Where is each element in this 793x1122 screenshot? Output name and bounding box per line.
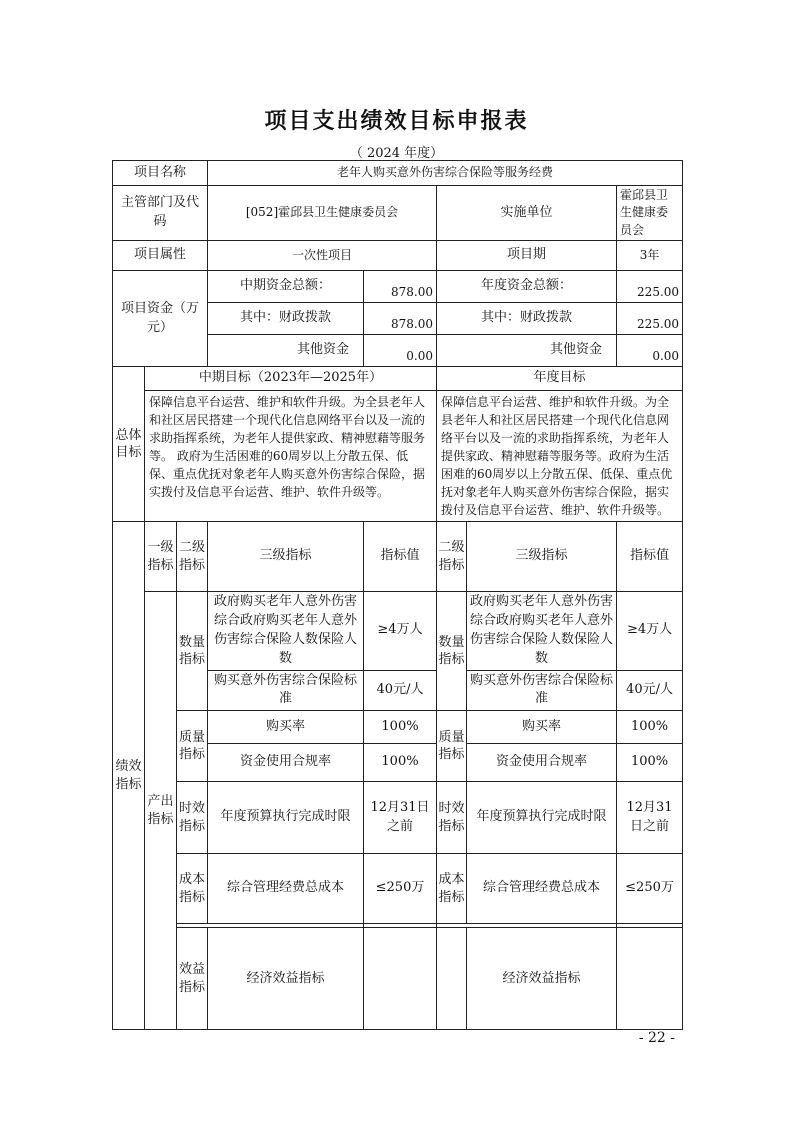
year-goal-header: 年度目标 — [437, 367, 683, 391]
ind-c1-right: 综合管理经费总成本 — [467, 854, 617, 924]
val-c1-right: ≤250万 — [617, 854, 683, 924]
page-number: - 22 - — [638, 1030, 675, 1046]
output-indicator-label: 产出指标 — [145, 592, 177, 1030]
val-ql2-left: 100% — [364, 744, 437, 782]
level1-header: 一级指标 — [145, 522, 177, 592]
perf-indicator-label: 绩效指标 — [113, 522, 145, 1030]
econ-label-right: 经济效益指标 — [467, 928, 617, 1030]
year-goal-text: 保障信息平台运营、维护和软件升级。为全县老年人和社区居民搭建一个现代化信息网络平台以及一流的求助指挥系统，为老年人提供家政、精神慰藉等服务等。政府为生活困难的60周岁以上分散五保、低保、重点优抚对象老年人购买意外伤害综合保险，据实拨付及信息平台运营、维护、软件升级等。 — [437, 391, 683, 522]
cost-label-right: 成本指标 — [437, 854, 467, 924]
ind-q1-left: 政府购买老年人意外伤害综合政府购买老年人意外伤害综合保险人数保险人数 — [208, 592, 364, 670]
level3-header-left: 三级指标 — [208, 522, 364, 592]
overall-goal-label: 总体目标 — [113, 367, 145, 522]
quantity-label-right: 数量指标 — [437, 592, 467, 711]
ind-t1-right: 年度预算执行完成时限 — [467, 782, 617, 854]
quality-label-right: 质量指标 — [437, 711, 467, 782]
val-ql2-right: 100% — [617, 744, 683, 782]
time-label-right: 时效指标 — [437, 782, 467, 854]
ind-q2-left: 购买意外伤害综合保险标准 — [208, 670, 364, 711]
ind-ql1-right: 购买率 — [467, 711, 617, 744]
mid-fiscal-value: 878.00 — [364, 303, 437, 335]
val-ql1-right: 100% — [617, 711, 683, 744]
quality-label-left: 质量指标 — [177, 711, 208, 782]
ind-c1-left: 综合管理经费总成本 — [208, 854, 364, 924]
value-header-right: 指标值 — [617, 522, 683, 592]
val-q2-left: 40元/人 — [364, 670, 437, 711]
ind-q1-right: 政府购买老年人意外伤害综合政府购买老年人意外伤害综合保险人数保险人数 — [467, 592, 617, 670]
val-q1-right: ≥4万人 — [617, 592, 683, 670]
impl-label: 实施单位 — [437, 186, 617, 241]
val-t1-left: 12月31日之前 — [364, 782, 437, 854]
mid-other-label: 其他资金 — [208, 335, 364, 367]
empty-econ-ind-left — [364, 928, 437, 1030]
level2-header-right: 二级指标 — [437, 522, 467, 592]
performance-table — [112, 160, 683, 1030]
dept-value: [052]霍邱县卫生健康委员会 — [208, 186, 437, 241]
econ-label-left: 经济效益指标 — [208, 928, 364, 1030]
year-total-label: 年度资金总额： — [437, 271, 617, 303]
ind-ql2-right: 资金使用合规率 — [467, 744, 617, 782]
ind-ql1-left: 购买率 — [208, 711, 364, 744]
value-header-left: 指标值 — [364, 522, 437, 592]
year-line: （ 2024 年度） — [349, 146, 444, 161]
dept-label: 主管部门及代码 — [113, 186, 208, 241]
mid-total-value: 878.00 — [364, 271, 437, 303]
period-label: 项目期 — [437, 241, 617, 271]
period-value: 3年 — [617, 241, 683, 271]
year-other-value: 0.00 — [617, 335, 683, 367]
mid-total-label: 中期资金总额： — [208, 271, 364, 303]
val-c1-left: ≤250万 — [364, 854, 437, 924]
val-q1-left: ≥4万人 — [364, 592, 437, 670]
level2-header-left: 二级指标 — [177, 522, 208, 592]
ind-ql2-left: 资金使用合规率 — [208, 744, 364, 782]
ind-q2-right: 购买意外伤害综合保险标准 — [467, 670, 617, 711]
quantity-label-left: 数量指标 — [177, 592, 208, 711]
benefit-indicator-label: 效益指标 — [177, 928, 208, 1030]
val-t1-right: 12月31日之前 — [617, 782, 683, 854]
ind-t1-left: 年度预算执行完成时限 — [208, 782, 364, 854]
year-fiscal-label: 其中：财政拨款 — [437, 303, 617, 335]
time-label-left: 时效指标 — [177, 782, 208, 854]
empty-econ-val-left — [437, 928, 467, 1030]
year-other-label: 其他资金 — [437, 335, 617, 367]
empty-econ-ind-right — [617, 928, 683, 1030]
fund-label: 项目资金（万元） — [113, 271, 208, 367]
year-total-value: 225.00 — [617, 271, 683, 303]
impl-value: 霍邱县卫生健康委员会 — [617, 186, 683, 241]
mid-other-value: 0.00 — [364, 335, 437, 367]
year-fiscal-value: 225.00 — [617, 303, 683, 335]
project-name-value: 老年人购买意外伤害综合保险等服务经费 — [208, 161, 683, 186]
mid-goal-text: 保障信息平台运营、维护和软件升级。为全县老年人和社区居民搭建一个现代化信息网络平台以及一流的求助指挥系统，为老年人提供家政、精神慰藉等服务等。 政府为生活困难的60周岁以上分散五保、低保、重点优抚对象老年人购买意外伤害综合保险，据实拨付及信息平台运营、维护、软件升级等。 — [145, 391, 437, 522]
project-name-label: 项目名称 — [113, 161, 208, 186]
page-title: 项目支出绩效目标申报表 — [264, 108, 529, 134]
mid-fiscal-label: 其中：财政拨款 — [208, 303, 364, 335]
val-ql1-left: 100% — [364, 711, 437, 744]
level3-header-right: 三级指标 — [467, 522, 617, 592]
cost-label-left: 成本指标 — [177, 854, 208, 924]
val-q2-right: 40元/人 — [617, 670, 683, 711]
mid-goal-header: 中期目标（2023年—2025年） — [145, 367, 437, 391]
attr-label: 项目属性 — [113, 241, 208, 271]
attr-value: 一次性项目 — [208, 241, 437, 271]
